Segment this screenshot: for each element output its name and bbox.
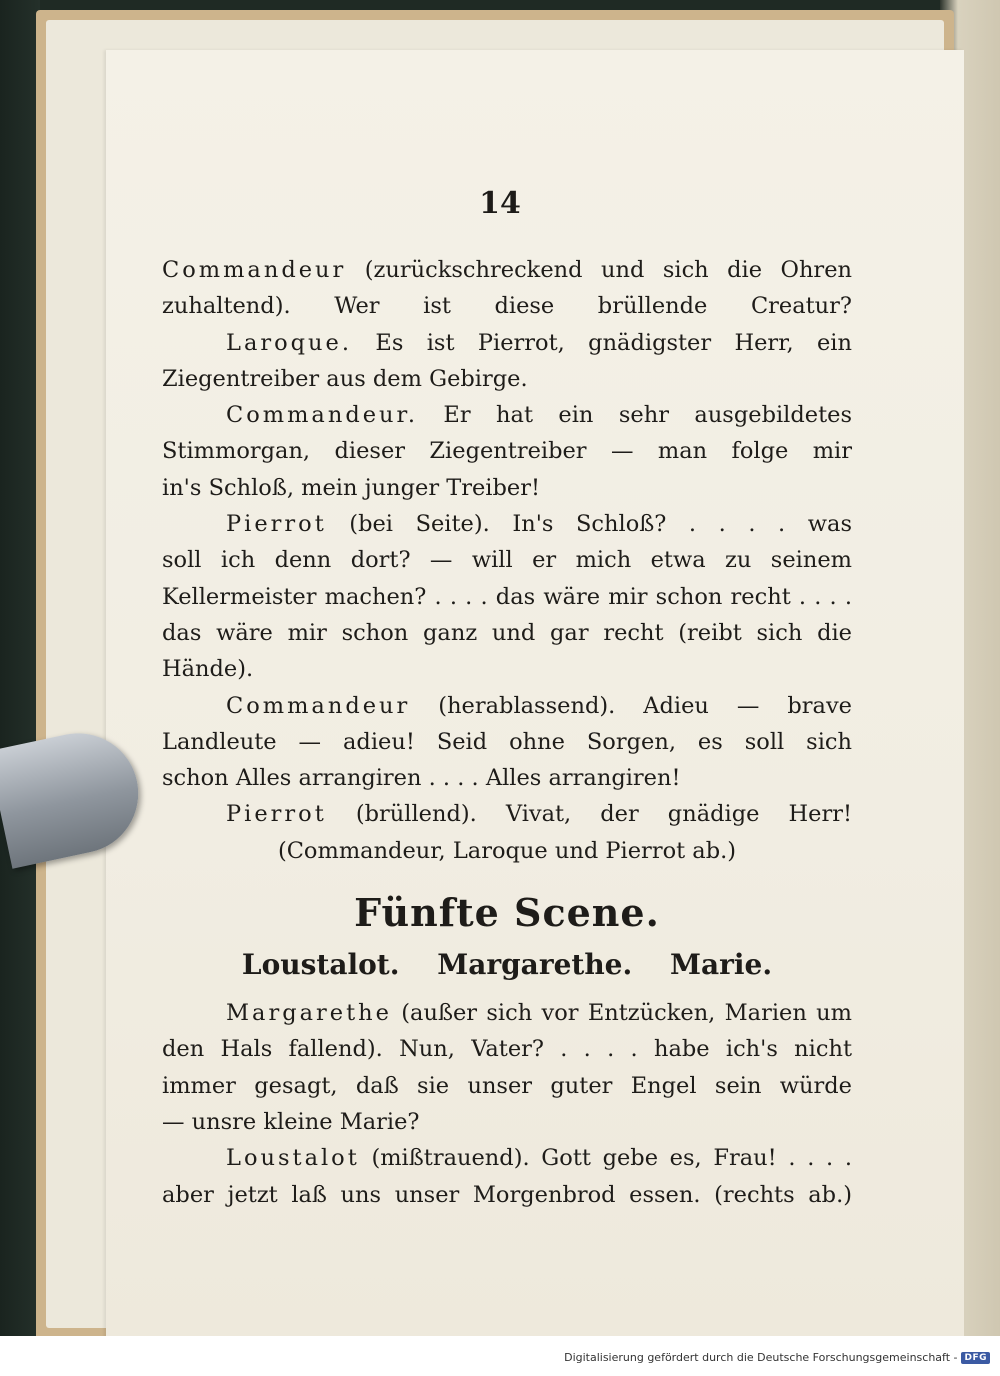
line-text: (außer sich vor Entzücken, Marien um: [391, 1000, 852, 1027]
text-line: [162, 579, 852, 615]
speaker-name: Pierrot: [226, 511, 327, 538]
text-line: [162, 470, 852, 506]
line-text: das wäre mir schon ganz und gar recht (reibt sich die: [162, 619, 852, 646]
speaker-name: Commandeur.: [226, 402, 418, 429]
line-text: (brüllend). Vivat, der gnädige Herr!: [326, 801, 852, 828]
line-text: (Commandeur, Laroque und Pierrot ab.): [277, 837, 737, 864]
line-text: Er hat ein sehr ausgebildetes: [417, 402, 852, 429]
line-text: Stimmorgan, dieser Ziegentreiber — man folge mir: [162, 438, 852, 465]
line-text: (herablassend). Adieu — brave: [410, 692, 852, 719]
text-line: [162, 651, 852, 687]
scene-heading: Fünfte Scene.: [354, 890, 660, 936]
speaker-name: Commandeur: [226, 692, 411, 719]
line-text: (mißtrauend). Gott gebe es, Frau! . . . .: [359, 1145, 852, 1172]
scene-characters: Loustalot. Margarethe. Marie.: [241, 948, 773, 982]
text-line: [162, 724, 852, 760]
speaker-name: Pierrot: [226, 801, 327, 828]
line-text: zuhaltend). Wer ist diese brüllende Creatur?: [162, 293, 852, 320]
text-line: [162, 361, 852, 397]
text-line: [162, 760, 852, 796]
line-text: — unsre kleine Marie?: [162, 1108, 420, 1135]
speaker-name: Commandeur: [162, 257, 347, 283]
line-text: den Hals fallend). Nun, Vater? . . . . habe ich's nicht: [162, 1036, 852, 1063]
text-line: [162, 796, 852, 832]
dfg-logo: DFG: [961, 1352, 990, 1364]
text-line: [162, 252, 852, 288]
text-line: [162, 542, 852, 578]
speaker-name: Margarethe: [226, 1000, 392, 1027]
text-line: [162, 615, 852, 651]
line-text: schon Alles arrangiren . . . . Alles arrangiren!: [162, 765, 681, 792]
speaker-name: Laroque.: [226, 329, 353, 356]
text-line: [162, 1177, 852, 1213]
text-line: [162, 1031, 852, 1067]
line-text: immer gesagt, daß sie unser guter Engel sein würde: [162, 1072, 852, 1099]
digitization-credit: [564, 1351, 990, 1364]
stage-direction: [162, 833, 852, 869]
body-text: [162, 252, 852, 1213]
text-line: [162, 1068, 852, 1104]
line-text: Hände).: [162, 656, 254, 683]
line-text: soll ich denn dort? — will er mich etwa zu seinem: [162, 547, 852, 574]
text-line: [162, 397, 852, 433]
text-line: [162, 688, 852, 724]
text-line: [162, 1104, 852, 1140]
line-text: Kellermeister machen? . . . . das wäre mir schon recht . . . .: [162, 583, 852, 610]
credit-text: Digitalisierung gefördert durch die Deutsche Forschungsgemeinschaft -: [564, 1351, 958, 1364]
text-line: [162, 325, 852, 361]
text-line: [162, 506, 852, 542]
text-line: [162, 995, 852, 1031]
line-text: in's Schloß, mein junger Treiber!: [162, 474, 541, 501]
text-line: [162, 1140, 852, 1176]
line-text: aber jetzt laß uns unser Morgenbrod essen. (rechts ab.): [162, 1181, 852, 1208]
text-line: [162, 433, 852, 469]
line-text: (zurückschreckend und sich die Ohren: [346, 257, 852, 283]
line-text: Es ist Pierrot, gnädigster Herr, ein: [352, 329, 852, 356]
page-number: 14: [479, 186, 521, 221]
speaker-name: Loustalot: [226, 1145, 360, 1172]
line-text: Landleute — adieu! Seid ohne Sorgen, es soll sich: [162, 728, 852, 755]
line-text: (bei Seite). In's Schloß? . . . . was: [326, 511, 852, 538]
line-text: Ziegentreiber aus dem Gebirge.: [162, 365, 528, 392]
text-line: [162, 288, 852, 324]
